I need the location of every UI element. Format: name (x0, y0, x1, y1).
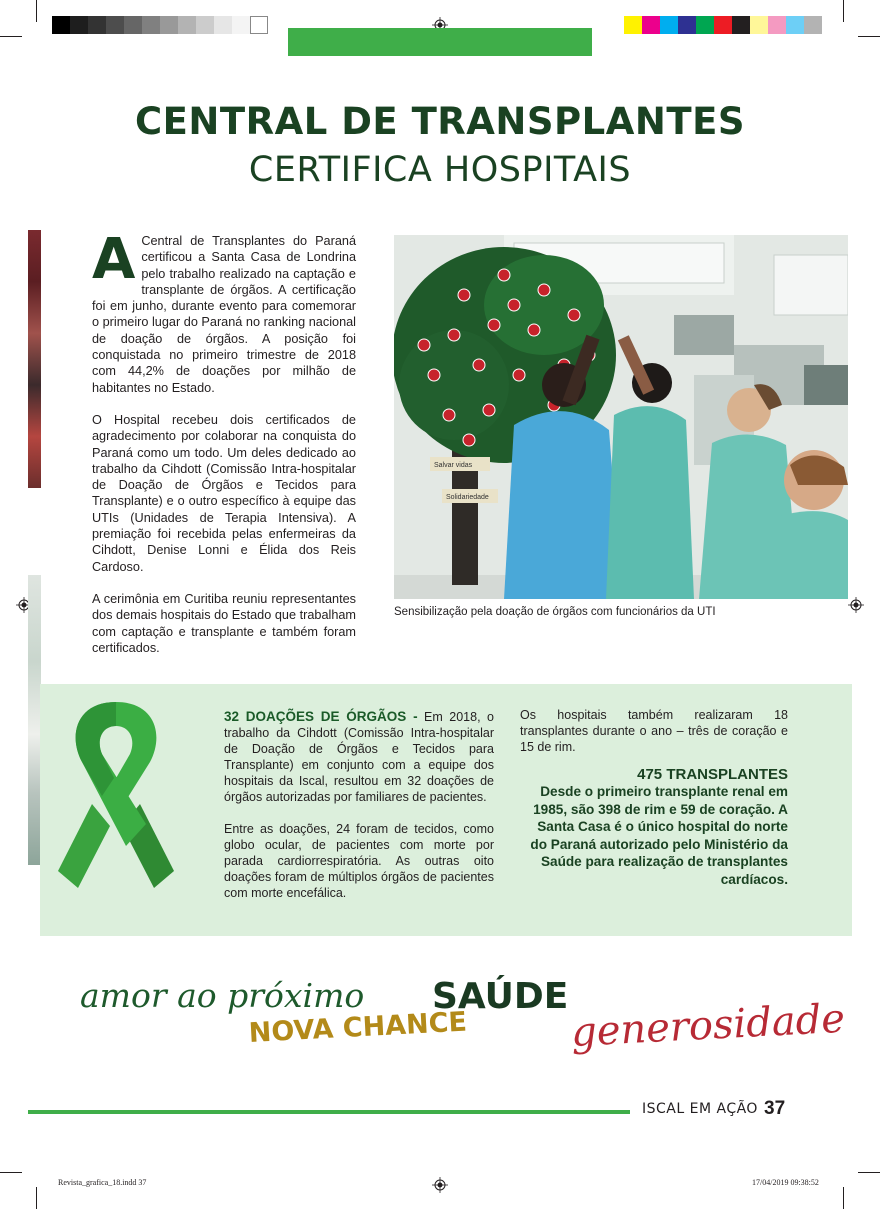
photo-illustration (394, 235, 848, 599)
tree-tag-text: Solidariedade (446, 494, 489, 501)
donations-column (224, 709, 494, 917)
uti-photo (394, 235, 848, 599)
tree-tag-text: Salvar vidas (434, 462, 473, 469)
photo-caption: Sensibilização pela doação de órgãos com funcionários da UTI (394, 606, 716, 618)
registration-mark-right-icon (848, 597, 864, 613)
article-body (92, 227, 356, 672)
green-ribbon-icon (56, 696, 176, 891)
drop-cap: A (92, 227, 136, 292)
footer-brand: ISCAL EM AÇÃO (642, 1101, 758, 1117)
footer-green-line (28, 1110, 630, 1114)
transplants-paragraph: Os hospitais também realizaram 18 transplantes durante o ano – três de coração e 15 de rim. (520, 708, 788, 754)
transplants-column (520, 707, 788, 888)
donations-paragraph: Entre as doações, 24 foram de tecidos, como globo ocular, de pacientes com morte por parada cardiorrespiratória. As outras oito doações foram de múltiplos órgãos de pacientes com morte encefálica. (224, 822, 494, 900)
article-paragraph: O Hospital recebeu dois certificados de agradecimento por colaborar na conquista do Paraná como um todo. Um deles dedicado ao trabalho da Cihdott (Comissão Intra-hospitalar de Doação de Órgãos e Tecidos para Transplante) e o outro específico à equipe das UTIs (Unidades de Terapia Intensiva). A premiação foi recebida pelas enfermeiras da Cihdott, Denise Lonni e Élida dos Reis Cardoso. (92, 412, 356, 574)
page-subtitle: CERTIFICA HOSPITAIS (248, 150, 632, 190)
page-title: CENTRAL DE TRANSPLANTES (134, 100, 746, 143)
left-edge-photo-strip (28, 230, 41, 488)
slug-timestamp: 17/04/2019 09:38:52 (752, 1178, 819, 1187)
registration-mark-bottom-icon (432, 1177, 448, 1193)
header-green-tab (288, 28, 592, 56)
article-paragraph: A cerimônia em Curitiba reuniu representantes dos demais hospitais do Estado que trabalham com captação e transplante e também foram certificados. (92, 591, 356, 655)
word-amor-ao-proximo: amor ao próximo (80, 976, 365, 1015)
transplants-highlight-title: 475 TRANSPLANTES (637, 766, 788, 783)
donations-paragraph: 32 DOAÇÕES DE ÓRGÃOS - Em 2018, o trabalho da Cihdott (Comissão Intra-hospitalar de Doação de Órgãos e Tecidos para Transplante) em conjunto com a equipe dos hospitais da Iscal, resultou em 32 doações de órgãos autorizadas por familiares de pacientes. (224, 709, 494, 804)
word-generosidade: generosidade (570, 995, 847, 1056)
donations-lead: 32 DOAÇÕES DE ÓRGÃOS - (224, 709, 418, 724)
slug-filename: Revista_grafica_18.indd 37 (58, 1178, 147, 1187)
page-number: 37 (764, 1098, 786, 1119)
article-paragraph: A Central de Transplantes do Paraná certificou a Santa Casa de Londrina pelo trabalho realizado na captação e transplante de órgãos. A certificação foi em junho, durante evento para comemorar o primeiro lugar do Paraná no ranking nacional de doação de órgãos. A posição foi conquistada no primeiro trimestre de 2018 com 44,2% de doações por milhão de habitantes no Estado. (92, 227, 356, 395)
word-saude: SAÚDE (432, 976, 569, 1017)
transplants-highlight-body: Desde o primeiro transplante renal em 1985, são 398 de rim e 59 de coração. A Santa Casa é o único hospital do norte do Paraná autorizado pelo Ministério da Saúde para realização de transplantes cardíacos. (530, 784, 788, 887)
word-nova-chance: NOVA CHANCE (248, 1006, 468, 1049)
